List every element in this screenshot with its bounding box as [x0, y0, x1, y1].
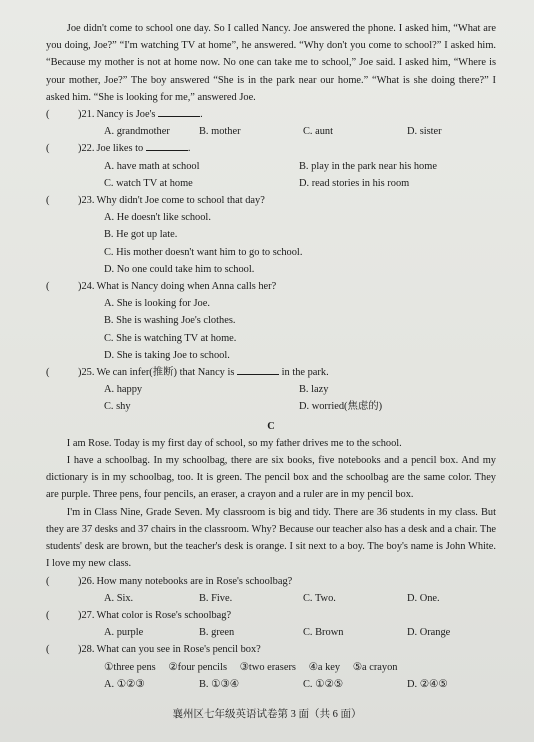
options — [46, 381, 496, 415]
question-22 — [46, 140, 496, 192]
option[interactable]: C. aunt — [303, 126, 334, 138]
option[interactable]: D. ②④⑤ — [407, 678, 448, 690]
question-25 — [46, 364, 496, 416]
question-num-value: 23 — [81, 195, 92, 207]
option[interactable]: C. Two. — [303, 592, 336, 604]
q28-item: ①three pens — [104, 661, 156, 673]
option[interactable]: A. happy — [104, 384, 143, 396]
options — [46, 295, 496, 364]
option[interactable]: B. ①③④ — [199, 678, 240, 690]
question-text: What can you see in Rose's pencil box? — [96, 644, 261, 656]
question-stem: What color is Rose's schoolbag? — [96, 609, 232, 621]
question-text — [96, 573, 292, 590]
answer-paren[interactable]: ( — [46, 281, 50, 293]
question-text — [96, 192, 264, 209]
options — [46, 590, 496, 607]
section-c-title: C — [267, 420, 275, 432]
question-stem: Why didn't Joe come to school that day? — [96, 195, 265, 207]
passage-c-para-1: I am Rose. Today is my first day of school, so my father drives me to the school. — [66, 437, 402, 449]
question-text — [96, 106, 202, 123]
answer-paren[interactable]: ( — [46, 109, 50, 121]
question-num-value: 27 — [81, 609, 92, 621]
question-text — [96, 278, 276, 295]
answer-paren[interactable]: ( — [46, 195, 50, 207]
question-stem: What is Nancy doing when Anna calls her? — [96, 281, 277, 293]
question-number: )28. — [78, 644, 95, 656]
question-text — [96, 607, 231, 624]
option[interactable]: B. She is washing Joe's clothes. — [104, 315, 236, 327]
question-23 — [46, 192, 496, 278]
passage-c-para-2: I have a schoolbag. In my schoolbag, there are six books, five notebooks and a pencil box. And my dictionary is in my schoolbag, too. It is green. The pencil box and the schoolbag are the same color. They are purple. Three pens, four pencils, an eraser, a crayon and a ruler are in my pencil box. — [46, 455, 496, 501]
option[interactable]: D. sister — [407, 126, 442, 138]
option[interactable]: B. Five. — [199, 592, 233, 604]
question-text — [96, 140, 190, 157]
option[interactable]: C. His mother doesn't want him to go to school. — [104, 246, 303, 258]
question-stem: How many notebooks are in Rose's schoolbag? — [96, 575, 293, 587]
options — [46, 123, 496, 140]
options — [46, 624, 496, 641]
q28-item: ③two erasers — [239, 661, 296, 673]
question-stem: We can infer(推断) that Nancy is — [96, 367, 235, 379]
answer-paren[interactable]: ( — [46, 609, 50, 621]
option[interactable]: C. watch TV at home — [104, 177, 193, 189]
option[interactable]: B. mother — [199, 126, 241, 138]
passage-c-para-3: I'm in Class Nine, Grade Seven. My classroom is big and tidy. There are 36 students in my class. But they are 37 desks and 37 chairs in the classroom. Why? Because our teacher also has a desk and a chair. The students' desk are brown, but the teacher's desk is orange. I sit next to a boy. The boy's name is John White. I love my new class. — [46, 506, 497, 570]
option[interactable]: C. She is watching TV at home. — [104, 332, 237, 344]
question-21 — [46, 106, 496, 140]
question-num-value: 22 — [81, 143, 92, 155]
question-number: )27. — [78, 609, 95, 621]
answer-paren[interactable]: ( — [46, 644, 50, 656]
option[interactable]: A. He doesn't like school. — [104, 212, 211, 224]
question-row — [46, 573, 496, 590]
q28-item: ⑤a crayon — [352, 661, 398, 673]
question-24 — [46, 278, 496, 364]
option[interactable]: B. He got up late. — [104, 229, 178, 241]
question-num-value: 24 — [81, 281, 92, 293]
q28-options — [46, 676, 496, 693]
question-num-value: 25 — [81, 367, 92, 379]
option[interactable]: C. Brown — [303, 627, 344, 639]
question-row — [46, 278, 496, 295]
question-row — [46, 106, 496, 123]
question-tail: in the park. — [281, 367, 329, 379]
question-28 — [46, 641, 496, 693]
answer-paren[interactable]: ( — [46, 143, 50, 155]
options — [46, 209, 496, 278]
option[interactable]: D. She is taking Joe to school. — [104, 349, 230, 361]
option[interactable]: A. ①②③ — [104, 678, 145, 690]
question-row — [46, 140, 496, 157]
option[interactable]: A. purple — [104, 627, 144, 639]
question-stem: Joe likes to — [96, 143, 144, 155]
question-num-value: 26 — [81, 575, 92, 587]
option[interactable]: C. ①②⑤ — [303, 678, 344, 690]
question-stem: Nancy is Joe's — [96, 109, 156, 121]
question-num-value: 21 — [81, 109, 92, 121]
option[interactable]: D. No one could take him to school. — [104, 263, 255, 275]
option[interactable]: D. Orange — [407, 627, 451, 639]
question-number: )26. — [78, 575, 95, 587]
option[interactable]: D. One. — [407, 592, 440, 604]
page-footer: 襄州区七年级英语试卷第 3 面（共 6 面） — [172, 709, 362, 720]
q28-item: ②four pencils — [168, 661, 227, 673]
option[interactable]: B. lazy — [299, 384, 329, 396]
option[interactable]: D. read stories in his room — [299, 177, 410, 189]
question-number: )23. — [78, 195, 95, 207]
answer-blank[interactable] — [237, 365, 279, 375]
option[interactable]: A. have math at school — [104, 160, 200, 172]
option[interactable]: B. play in the park near his home — [299, 160, 437, 172]
question-tail: . — [200, 109, 203, 121]
question-number: )22. — [78, 143, 95, 155]
answer-paren[interactable]: ( — [46, 367, 50, 379]
question-tail: . — [187, 143, 191, 155]
answer-blank[interactable] — [146, 141, 188, 151]
question-27 — [46, 607, 496, 641]
q28-items — [46, 659, 496, 676]
answer-blank[interactable] — [158, 107, 200, 117]
option[interactable]: C. shy — [104, 401, 131, 413]
question-number: )21. — [78, 109, 95, 121]
option[interactable]: A. Six. — [104, 592, 134, 604]
passage-b: Joe didn't come to school one day. So I called Nancy. Joe answered the phone. I asked him, “What are you doing, Joe?” “I'm watching TV at home”, he answered. “Why don't you come to school?” I asked him. “Because my mother is not at home now. No one can take me to school,” Joe said. I asked him, “Where is your mother, Joe?” The boy answered “She is in the park near our home.” “What is she doing there?” I asked him. “She is looking for me,” answered Joe. — [46, 23, 496, 103]
question-row — [46, 607, 496, 624]
q28-item: ④a key — [308, 661, 341, 673]
question-26 — [46, 573, 496, 607]
question-number: )24. — [78, 281, 95, 293]
questions-b — [46, 106, 496, 416]
question-row — [46, 192, 496, 209]
question-text — [96, 364, 328, 381]
option[interactable]: B. green — [199, 627, 235, 639]
question-row — [46, 364, 496, 381]
options — [46, 158, 496, 192]
option[interactable]: D. worried(焦虑的) — [299, 401, 383, 413]
option[interactable]: A. She is looking for Joe. — [104, 298, 210, 310]
answer-paren[interactable]: ( — [46, 575, 50, 587]
option[interactable]: A. grandmother — [104, 126, 170, 138]
questions-c — [46, 573, 496, 642]
question-number: )25. — [78, 367, 95, 379]
